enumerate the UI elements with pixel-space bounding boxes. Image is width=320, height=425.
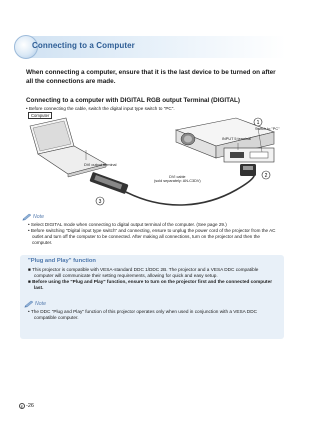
section-bullet: • Before connecting the cable, switch the digital input type switch to "PC".: [26, 106, 175, 111]
dvi-output-label: DVI output terminal: [84, 163, 117, 167]
computer-label: Computer: [28, 112, 52, 119]
dvi-cable-line: [126, 167, 254, 205]
dvi-cable-label-line1: DVI cable: [169, 175, 186, 179]
plug-and-play-item-text: Before using the "Plug and Play" function, ensure to turn on the projector first and the connected computer last.: [32, 279, 273, 291]
plug-and-play-box: [20, 255, 284, 339]
section-header: [14, 36, 286, 58]
dvi-cable-label-line2: (sold separately: AN-C3DV): [154, 179, 201, 183]
page-title: Connecting to a Computer: [32, 41, 135, 50]
input-terminal-panel: [224, 148, 274, 162]
note-item-text: Before switching "Digital input type switch" and connecting, ensure to unplug the power cord of the projector from the AC outlet and turn off the computer to be connected. After making all connections, turn on the projector and then the computer.: [30, 228, 276, 245]
plug-and-play-item: ■ Before using the "Plug and Play" function, ensure to turn on the projector first and the connected computer last.: [28, 279, 273, 291]
plug-and-play-body: [28, 267, 278, 291]
plug-and-play-note-item-text: The DDC "Plug and Play" function of this projector operates only when used in conjunction with a VESA DDC compatible computer.: [30, 309, 257, 321]
input-terminal-label: INPUT 5 terminal: [222, 137, 252, 141]
note-body: [28, 222, 280, 246]
step-3-number: 3: [98, 199, 102, 205]
projector-dvi-connector: [240, 164, 256, 176]
plug-and-play-title: "Plug and Play" function: [28, 258, 96, 264]
note-item: • Select DIGITAL mode when connecting to digital output terminal of the computer. (See page 29.): [28, 222, 227, 227]
dvi-cable-label: [154, 175, 201, 183]
plug-and-play-item: ■ This projector is compatible with VESA-standard DDC 1/DDC 2B. The projector and a VESA DDC compatible computer will communicate their setting requirements, allowing for quick and easy setup.: [28, 267, 259, 279]
page-number: [19, 403, 34, 409]
note-title: Note: [33, 214, 44, 220]
plug-and-play-note-body: [28, 309, 278, 321]
laptop-illustration: [30, 118, 106, 177]
note-icon: [22, 213, 32, 221]
plug-and-play-note-item: • The DDC "Plug and Play" function of this projector operates only when used in conjunction with a VESA DDC compatible computer.: [28, 309, 257, 321]
note-item-text: Select DIGITAL mode when connecting to digital output terminal of the computer. (See page 29.): [30, 222, 227, 227]
page-number-value: -26: [26, 403, 34, 409]
plug-and-play-item-text: This projector is compatible with VESA-standard DDC 1/DDC 2B. The projector and a VESA DDC compatible computer will communicate their setting requirements, allowing for quick and easy setup.: [32, 267, 259, 279]
note-icon: [24, 300, 34, 308]
intro-text: When connecting a computer, ensure that it is the last device to be turned on after all the connections are made.: [26, 69, 276, 85]
connection-diagram-illustration: [26, 112, 286, 210]
switch-label: Switch to "PC": [255, 127, 280, 131]
laptop-dvi-connector: [89, 172, 128, 194]
page-prefix: E: [20, 404, 24, 409]
note-item: • Before switching "Digital input type switch" and connecting, ensure to unplug the power cord of the projector from the AC outlet and turn off the computer to be connected. After making all connections, turn on the projector and then the computer.: [28, 228, 276, 245]
step-2-number: 2: [264, 173, 268, 179]
connection-diagram: [26, 112, 286, 210]
section-bullet-text: Before connecting the cable, switch the digital input type switch to "PC".: [28, 106, 175, 111]
plug-and-play-note-title: Note: [35, 301, 46, 307]
step-1-number: 1: [256, 120, 260, 126]
section-heading: Connecting to a computer with DIGITAL RGB output Terminal (DIGITAL): [26, 97, 240, 104]
